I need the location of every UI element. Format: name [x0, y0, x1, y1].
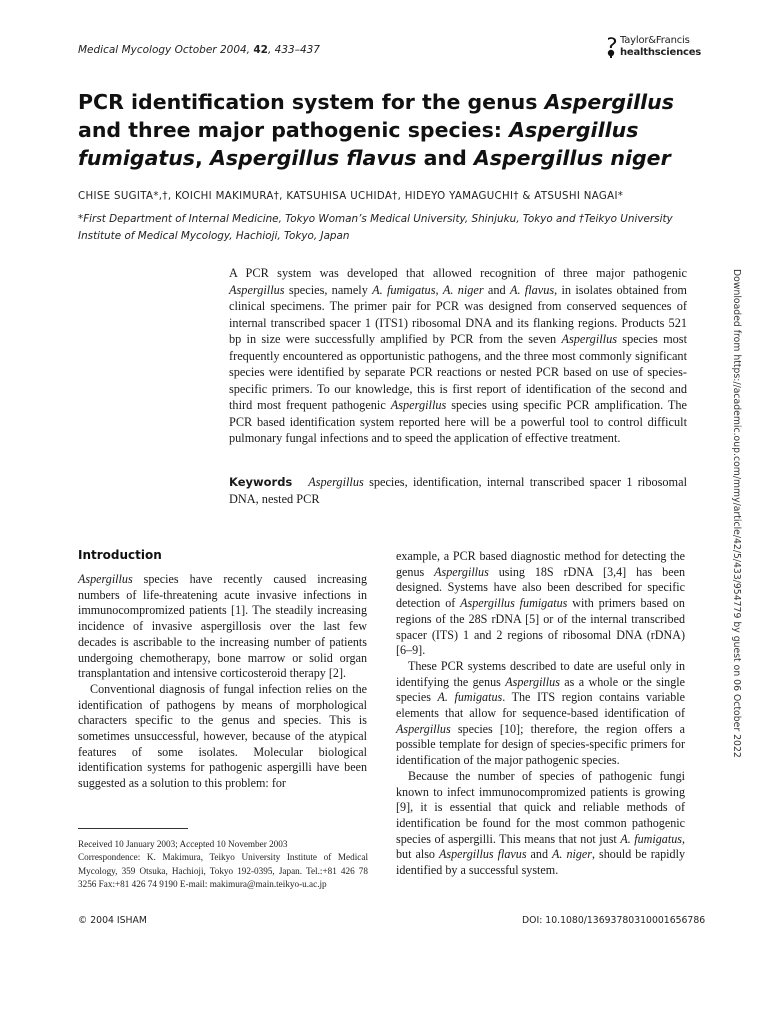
- publisher-imprint: healthsciences: [620, 47, 702, 58]
- paragraph-text: using 18S rDNA [3,4] has been designed. Systems have also been described for specific detection of: [396, 564, 685, 611]
- paragraph-text: Aspergillus: [78, 572, 133, 586]
- paragraph-text: species [10]; therefore, the region offers a possible template for design of species-specific primers for identification of the major pathogenic species.: [396, 721, 685, 768]
- title-part: and: [416, 146, 474, 170]
- keywords-text: species, identification, internal transcribed spacer 1 ribosomal DNA, nested PCR: [229, 475, 687, 506]
- title-part: Aspergillus fumigatus: [78, 118, 639, 170]
- paragraph-text: species have recently caused increasing numbers of life-threatening acute invasive infections in immunocompromized patients [1]. The steadily increasing incidence of invasive aspergillosis over the last few decades is ascribable to the increasing number of patients undergoing chemotherapy, bone marrow or solid organ transplantation and intensive corticosteroid therapy [2].: [78, 572, 367, 681]
- title-part: Aspergillus niger: [473, 146, 671, 170]
- journal-pages: , 433–437: [267, 44, 320, 56]
- keywords-text: Aspergillus: [308, 475, 364, 489]
- abstract-text: species, namely: [284, 282, 373, 297]
- paragraph: [396, 549, 685, 659]
- paragraph: [396, 659, 685, 769]
- abstract-text: A. fumigatus: [372, 282, 436, 297]
- journal-volume: 42: [253, 44, 268, 56]
- paragraph-text: example, a PCR based diagnostic method for detecting the genus: [396, 549, 685, 579]
- body-column-left: [78, 572, 367, 792]
- journal-date: October 2004,: [171, 44, 254, 56]
- copyright: © 2004 ISHAM: [78, 915, 147, 926]
- keywords: [229, 474, 687, 507]
- abstract-text: species using specific PCR amplification. The PCR based identification system reported here will be a powerful tool to control difficult pulmonary fungal infections and to speed the application of effective treatment.: [229, 398, 687, 445]
- abstract-text: and: [483, 282, 510, 297]
- publisher-logo: [606, 35, 706, 65]
- received-dates: Received 10 January 2003; Accepted 10 November 2003: [78, 839, 288, 849]
- journal-name: Medical Mycology: [78, 44, 172, 56]
- download-watermark: Downloaded from https://academic.oup.com/mmy/article/42/5/433/954779 by guest on 06 October 2022: [731, 269, 742, 758]
- paragraph: [396, 769, 685, 879]
- title-part: PCR identification system for the genus: [78, 90, 545, 114]
- journal-citation: [78, 44, 320, 56]
- abstract-text: A. niger: [442, 282, 484, 297]
- title-part: Aspergillus flavus: [209, 146, 417, 170]
- abstract-text: Aspergillus: [390, 398, 447, 412]
- section-heading-introduction: Introduction: [78, 548, 162, 562]
- title-part: and three major pathogenic species:: [78, 118, 510, 142]
- affiliation: *First Department of Internal Medicine, Tokyo Woman’s Medical University, Shinjuku, Tokyo and †Teikyo University Institute of Medical Mycology, Hachioji, Tokyo, Japan: [78, 213, 673, 242]
- author-list: CHISE SUGITA*,†, KOICHI MAKIMURA†, KATSUHISA UCHIDA†, HIDEYO YAMAGUCHI† & ATSUSHI NAGAI*: [78, 191, 624, 202]
- abstract-text: ,: [435, 282, 443, 297]
- title-part: Aspergillus: [544, 90, 674, 114]
- title-part: ,: [195, 146, 210, 170]
- doi: DOI: 10.1080/13693780310001656786: [522, 915, 706, 926]
- paragraph-text: with primers based on regions of the 28S rDNA [5] or of the internal transcribed spacer (ITS) 1 and 2 regions of ribosomal DNA (rDNA) [6–9].: [396, 596, 685, 658]
- paragraph-text: Because the number of species of pathogenic fungi known to infect immunocompromized patients is growing [9], it is essential that quick and reliable methods of identification be found for the most common pathogenic species of aspergilli. This means that not just: [396, 768, 685, 846]
- abstract-text: Aspergillus: [561, 332, 618, 346]
- paragraph-text: A. fumigatus: [437, 690, 503, 705]
- abstract-text: , in isolates obtained from clinical specimens. The primer pair for PCR was designed from conserved sequences of internal transcribed spacer 1 (ITS1) ribosomal DNA and its flanking regions. Products 521 bp in size were successfully amplified by PCR from the seven: [229, 282, 687, 346]
- abstract-text: A PCR system was developed that allowed recognition of three major pathogenic: [229, 266, 687, 280]
- paragraph-text: Aspergillus: [434, 564, 489, 579]
- paragraph-text: as a whole or the single species: [396, 674, 685, 705]
- footnote-divider: [78, 828, 188, 829]
- publisher-name: Taylor&Francis: [620, 35, 690, 46]
- paragraph-text: Aspergillus fumigatus: [460, 596, 568, 611]
- paragraph-text: , should be rapidly identified by a successful system.: [396, 847, 685, 878]
- abstract-text: A. flavus: [509, 282, 555, 297]
- abstract-text: Aspergillus: [229, 282, 285, 297]
- paragraph-text: Aspergillus: [396, 721, 451, 736]
- paragraph-text: Aspergillus: [505, 674, 560, 689]
- article-title: [78, 88, 698, 172]
- paragraph-text: . The ITS region contains variable elements that allow for sequence-based identification of: [396, 690, 685, 721]
- paragraph-text: , but also: [396, 831, 685, 862]
- paragraph-text: and: [526, 847, 553, 862]
- paragraph: Conventional diagnosis of fungal infection relies on the identification of pathogens by means of morphological characters specific to the genus and species. This is sometimes unsuccessful, however, because of the atypical features of some isolates. Molecular biological identification systems for pathogenic aspergilli have been suggested as a solution to this problem: for: [78, 681, 367, 791]
- publisher-logo-icon: [606, 36, 618, 60]
- footnote: [78, 838, 368, 892]
- keywords-label: Keywords: [229, 475, 293, 489]
- paragraph: [78, 572, 367, 682]
- paragraph-text: A. fumigatus: [620, 831, 682, 846]
- body-column-right: [396, 549, 685, 879]
- abstract: [229, 265, 687, 447]
- paragraph-text: Aspergillus flavus: [438, 847, 527, 862]
- abstract-text: species most frequently encountered as opportunistic pathogens, and the three most commonly significant species were identified by separate PCR reactions or nested PCR based on use of species-specific primers. To our knowledge, this is first report of identification of the second and third most frequent pathogenic: [229, 332, 687, 412]
- paragraph-text: These PCR systems described to date are useful only in identifying the genus: [396, 658, 685, 689]
- correspondence: Correspondence: K. Makimura, Teikyo University Institute of Medical Mycology, 359 Otsuka, Hachioji, Tokyo 192-0395, Japan. Tel.:+81 426 78 3256 Fax:+81 426 74 9190 E-mail: makimura@main.teikyo-u.ac.jp: [78, 852, 368, 890]
- paragraph-text: A. niger: [552, 847, 592, 862]
